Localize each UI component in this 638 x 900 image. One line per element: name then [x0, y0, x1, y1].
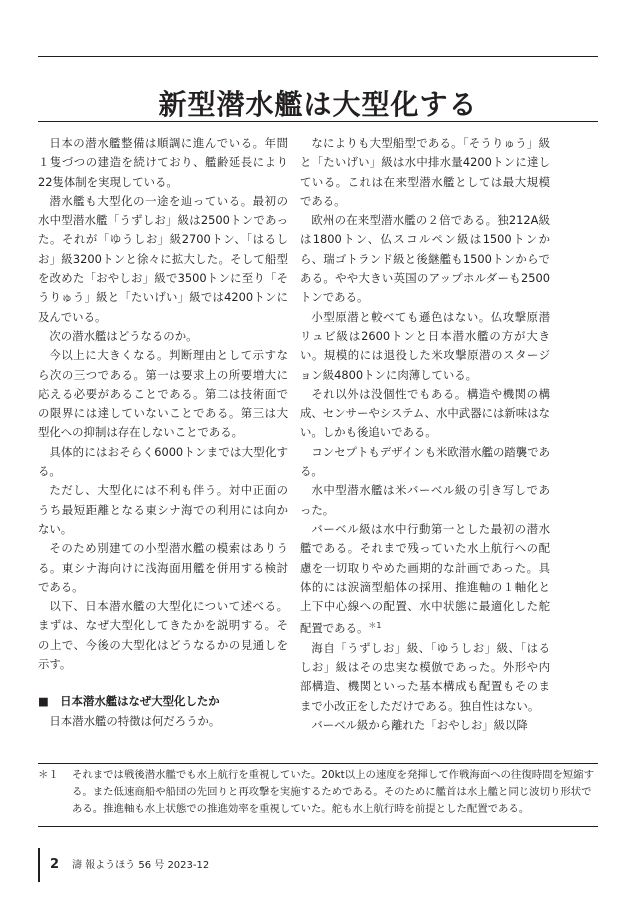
footnote	[38, 767, 598, 818]
paragraph: 具体的にはおそらく6000トンまでは大型化する。	[38, 444, 288, 479]
right-column	[300, 134, 550, 735]
paragraph: 小型原潜と較べても遜色はない。仏攻撃原潜リュビ級は2600トンと日本潜水艦の方が大きい。規模的には退役した米攻撃原潜のスタージョン級4800トンに肉薄している。	[300, 309, 550, 382]
paragraph: 日本の潜水艦整備は順調に進んでいる。年間１隻づつの建造を続けており、艦齢延長により22隻体制を実現している。	[38, 136, 288, 189]
paragraph: 海自「うずしお」級、「ゆうしお」級、「はるしお」級はその忠実な模倣であった。外形や内部構造、機関といった基本構成も配置もそのままで小改正をしただけである。独自性はない。	[300, 640, 550, 713]
footnote-reference[interactable]: ＊1	[368, 621, 382, 631]
section-heading: ■ 日本潜水艦はなぜ大型化したか	[38, 694, 220, 709]
page-number-bar	[38, 848, 40, 882]
paragraph: そのため別建ての小型潜水艦の模索はありうる。東シナ海向けに浅海面用艦を併用する検討である。	[38, 541, 288, 594]
footnote-mark: ＊１	[38, 769, 59, 781]
paragraph: ただし、大型化には不利も伴う。対中正面のうち最短距離となる東シナ海での利用には向かない。	[38, 483, 288, 536]
paragraph: 次の潜水艦はどうなるのか。	[49, 328, 198, 343]
bottom-rule	[38, 826, 598, 827]
paragraph: なによりも大型船型である。「そうりゅう」級と「たいげい」級は水中排水量4200トンに達している。これは在来型潜水艦としては最大規模である。	[300, 136, 550, 208]
page-title: 新型潜水艦は大型化する	[158, 87, 478, 121]
paragraph: コンセプトもデザインも米欧潜水艦の踏襲である。	[300, 444, 550, 479]
paragraph: 日本潜水艦の特徴は何だろうか。	[49, 713, 221, 728]
paragraph: バーベル級から離れた「おやしお」級以降	[311, 717, 528, 732]
page-number: 2	[50, 857, 60, 872]
paragraph: 潜水艦も大型化の一途を辿っている。最初の水中型潜水艦「うずしお」級は2500トンであった。それが「ゆうしお」級2700トン、「はるしお」級3200トンと徐々に拡大した。そして船型を改めた「おやしお」級で3500トンに至り「そうりゅう」級と「たいげい」級では4200トンに及んでいる。	[38, 193, 288, 324]
paragraph: 水中型潜水艦は米バーベル級の引き写しであった。	[300, 483, 550, 517]
paragraph	[300, 520, 550, 639]
left-column	[38, 134, 288, 731]
top-rule	[38, 56, 598, 57]
paragraph: 今以上に大きくなる。判断理由として示すなら次の三つである。第一は要求上の所要増大に応える必要があることである。第二は技術面での限界には達していないことである。第三は大型化への抑制は存在しないことである。	[38, 348, 288, 440]
paragraph: それ以外は没個性でもある。構造や機関の構成、センサーやシステム、水中武器には新味はない。しかも後追いである。	[300, 386, 550, 440]
footnote-text: それまでは戦後潜水艦でも水上航行を重視していた。20kt以上の速度を発揮して作戦海面への往復時間を短縮する。また低速商船や船団の先回りと再攻撃を実施するためである。そのために艦首は水上艦と同じ波切り形状である。推進軸も水上状態での推進効率を重視していた。舵も水上航行時を前提とした配置である。	[72, 769, 595, 815]
paragraph: 欧州の在来型潜水艦の２倍である。独212A級は1800トン、仏スコルペン級は1500トンから、瑞ゴトランド級と後継艦も1500トンからである。やや大きい英国のアップホルダーも2500トンである。	[300, 213, 550, 305]
footnote-rule	[38, 763, 598, 764]
paragraph: 以下、日本潜水艦の大型化について述べる。まずは、なぜ大型化してきたかを説明する。その上で、今後の大型化はどうなるかの見通しを示す。	[38, 599, 288, 672]
journal-info: 濤 報ようほう 56 号 2023-12	[72, 860, 210, 871]
title-rule	[38, 121, 598, 122]
paragraph-text: バーベル級は水中行動第一とした最初の潜水艦である。それまで残っていた水上航行への配慮を一切取りやめた画期的な計画であった。具体的には涙滴型船体の採用、推進軸の１軸化と上下中心線への配置、水中状態に最適化した舵配置である。	[300, 521, 550, 636]
